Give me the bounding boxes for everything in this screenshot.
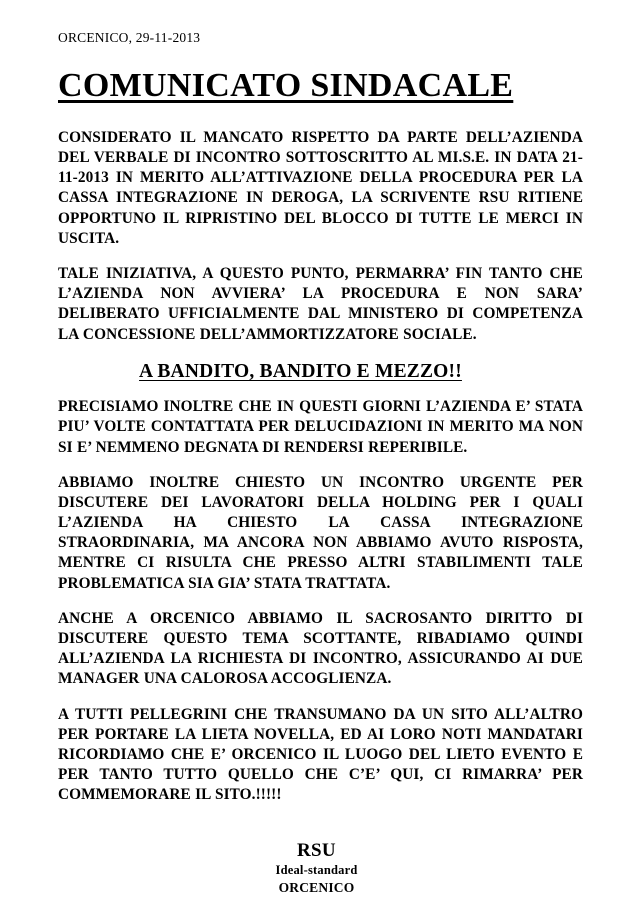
paragraph-2: TALE INIZIATIVA, A QUESTO PUNTO, PERMARRA’ FIN TANTO CHE L’AZIENDA NON AVVIERA’ LA PROCEDURA E NON SARA’ DELIBERATO UFFICIALMENTE DAL MINISTERO DI COMPETENZA LA CONCESSIONE DELL’AMMORTIZZATORE SOCIALE. xyxy=(58,265,583,343)
paragraph-1: CONSIDERATO IL MANCATO RISPETTO DA PARTE DELL’AZIENDA DEL VERBALE DI INCONTRO SOTTOSCRITTO AL MI.S.E. IN DATA 21-11-2013 IN MERITO ALL’ATTIVAZIONE DELLA PROCEDURA PER LA CASSA INTEGRAZIONE IN DEROGA, LA SCRIVENTE RSU RITIENE OPPORTUNO IL RIPRISTINO DEL BLOCCO DI TUTTE LE MERCI IN USCITA. xyxy=(58,128,583,247)
page-title: COMUNICATO SINDACALE xyxy=(58,67,514,105)
signature-organization: RSU xyxy=(297,839,336,861)
signature-company: Ideal-standard xyxy=(275,863,358,878)
paragraph-3: PRECISIAMO INOLTRE CHE IN QUESTI GIORNI L’AZIENDA E’ STATA PIU’ VOLTE CONTATTATA PER DELUCIDAZIONI IN MERITO MA NON SI E’ NEMMENO DEGNATA DI RENDERSI REPERIBILE. xyxy=(58,398,583,456)
paragraph-4: ABBIAMO INOLTRE CHIESTO UN INCONTRO URGENTE PER DISCUTERE DEI LAVORATORI DELLA HOLDING PER I QUALI L’AZIENDA HA CHIESTO LA CASSA INTEGRAZIONE STRAORDINARIA, MA ANCORA NON ABBIAMO AVUTO RISPOSTA, MENTRE CI RISULTA CHE PRESSO ALTRI STABILIMENTI TALE PROBLEMATICA SIA GIA’ STATA TRATTATA. xyxy=(58,473,583,592)
signature-location: ORCENICO xyxy=(278,879,355,895)
slogan-heading: A BANDITO, BANDITO E MEZZO!! xyxy=(139,360,462,382)
date-line: ORCENICO, 29-11-2013 xyxy=(58,30,201,45)
signature-block xyxy=(58,840,583,897)
paragraph-5: ANCHE A ORCENICO ABBIAMO IL SACROSANTO DIRITTO DI DISCUTERE QUESTO TEMA SCOTTANTE, RIBADIAMO QUINDI ALL’AZIENDA LA RICHIESTA DI INCONTRO, ASSICURANDO AI DUE MANAGER UNA CALOROSA ACCOGLIENZA. xyxy=(58,609,583,688)
paragraph-6: A TUTTI PELLEGRINI CHE TRANSUMANO DA UN SITO ALL’ALTRO PER PORTARE LA LIETA NOVELLA, ED AI LORO NOTI MANDATARI RICORDIAMO CHE E’ ORCENICO IL LUOGO DEL LIETO EVENTO E PER TANTO TUTTO QUELLO CHE C’E’ QUI, CI RIMARRA’ PER COMMEMORARE IL SITO.!!!!! xyxy=(58,705,583,804)
